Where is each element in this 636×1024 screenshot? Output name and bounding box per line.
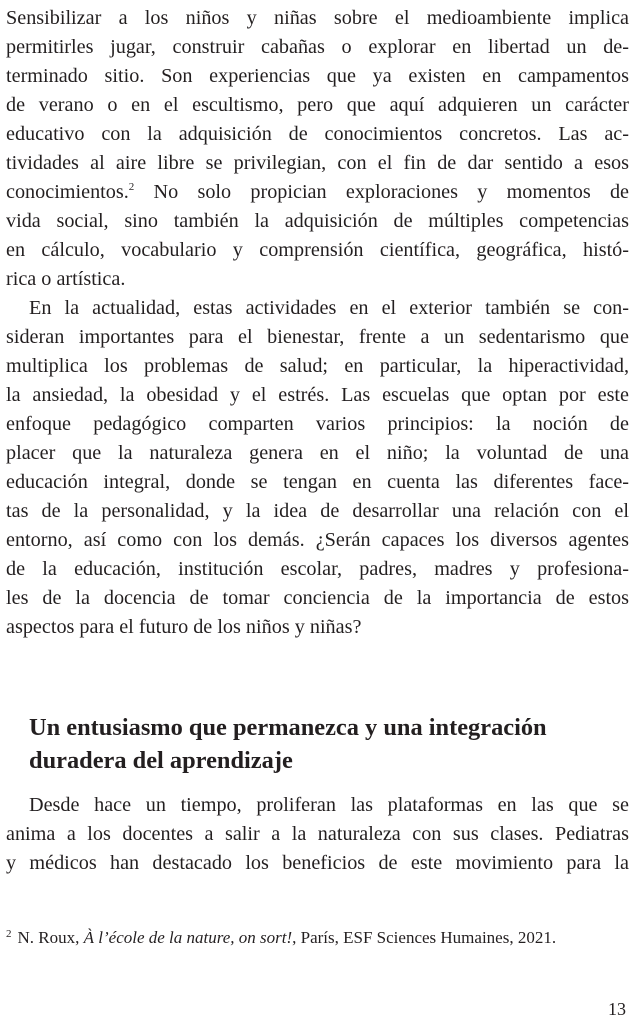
body-line: aspectos para el futuro de los niños y niñas? [6, 616, 362, 638]
body-line-with-footnote [6, 182, 629, 202]
body-line: placer que la naturaleza genera en el niño; la voluntad de una [6, 442, 629, 464]
body-line: terminado sitio. Son experiencias que ya existen en campamentos [6, 65, 629, 87]
footnote-mark: 2 [6, 928, 12, 940]
body-line: en cálculo, vocabulario y comprensión científica, geográfica, histó- [6, 239, 629, 261]
body-line: En la actualidad, estas actividades en el exterior también se con- [29, 297, 629, 319]
footnote-author: N. Roux, [17, 928, 80, 947]
body-line: rica o artística. [6, 268, 126, 290]
footnote-title: À l’école de la nature, on sort! [83, 928, 293, 947]
body-line: educativo con la adquisición de conocimientos concretos. Las ac- [6, 123, 629, 145]
body-line: multiplica los problemas de salud; en particular, la hiperactividad, [6, 355, 629, 377]
line-rest: No solo propician exploraciones y momentos de [153, 181, 629, 203]
section-body-line: anima a los docentes a salir a la naturaleza con sus clases. Pediatras [6, 823, 629, 845]
body-line: vida social, sino también la adquisición de múltiples competencias [6, 210, 629, 232]
body-line: tividades al aire libre se privilegian, con el fin de dar sentido a esos [6, 152, 629, 174]
body-line: Sensibilizar a los niños y niñas sobre el medioambiente implica [6, 7, 629, 29]
line-prefix: conocimientos. [6, 181, 129, 203]
body-line: tas de la personalidad, y la idea de desarrollar una relación con el [6, 500, 629, 522]
body-line: educación integral, donde se tengan en cuenta las diferentes face- [6, 471, 629, 493]
body-line: enfoque pedagógico comparten varios principios: la noción de [6, 413, 629, 435]
footnote [6, 929, 556, 946]
page-number: 13 [608, 999, 626, 1019]
body-line: de la educación, institución escolar, padres, madres y profesiona- [6, 558, 629, 580]
section-body-line: Desde hace un tiempo, proliferan las plataformas en las que se [29, 794, 629, 816]
section-heading-line: Un entusiasmo que permanezca y una integración [29, 714, 547, 741]
body-line: entorno, así como con los demás. ¿Serán capaces los diversos agentes [6, 529, 629, 551]
body-line: sideran importantes para el bienestar, frente a un sedentarismo que [6, 326, 629, 348]
footnote-rest: , París, ESF Sciences Humaines, 2021. [292, 928, 557, 947]
body-line: la ansiedad, la obesidad y el estrés. Las escuelas que optan por este [6, 384, 629, 406]
body-line: les de la docencia de tomar conciencia de la importancia de estos [6, 587, 629, 609]
section-body-line: y médicos han destacado los beneficios de este movimiento para la [6, 852, 629, 874]
footnote-reference[interactable]: 2 [128, 181, 135, 193]
body-line: de verano o en el escultismo, pero que aquí adquieren un carácter [6, 94, 629, 116]
body-line: permitirles jugar, construir cabañas o explorar en libertad un de- [6, 36, 629, 58]
section-heading-line: duradera del aprendizaje [29, 747, 293, 774]
